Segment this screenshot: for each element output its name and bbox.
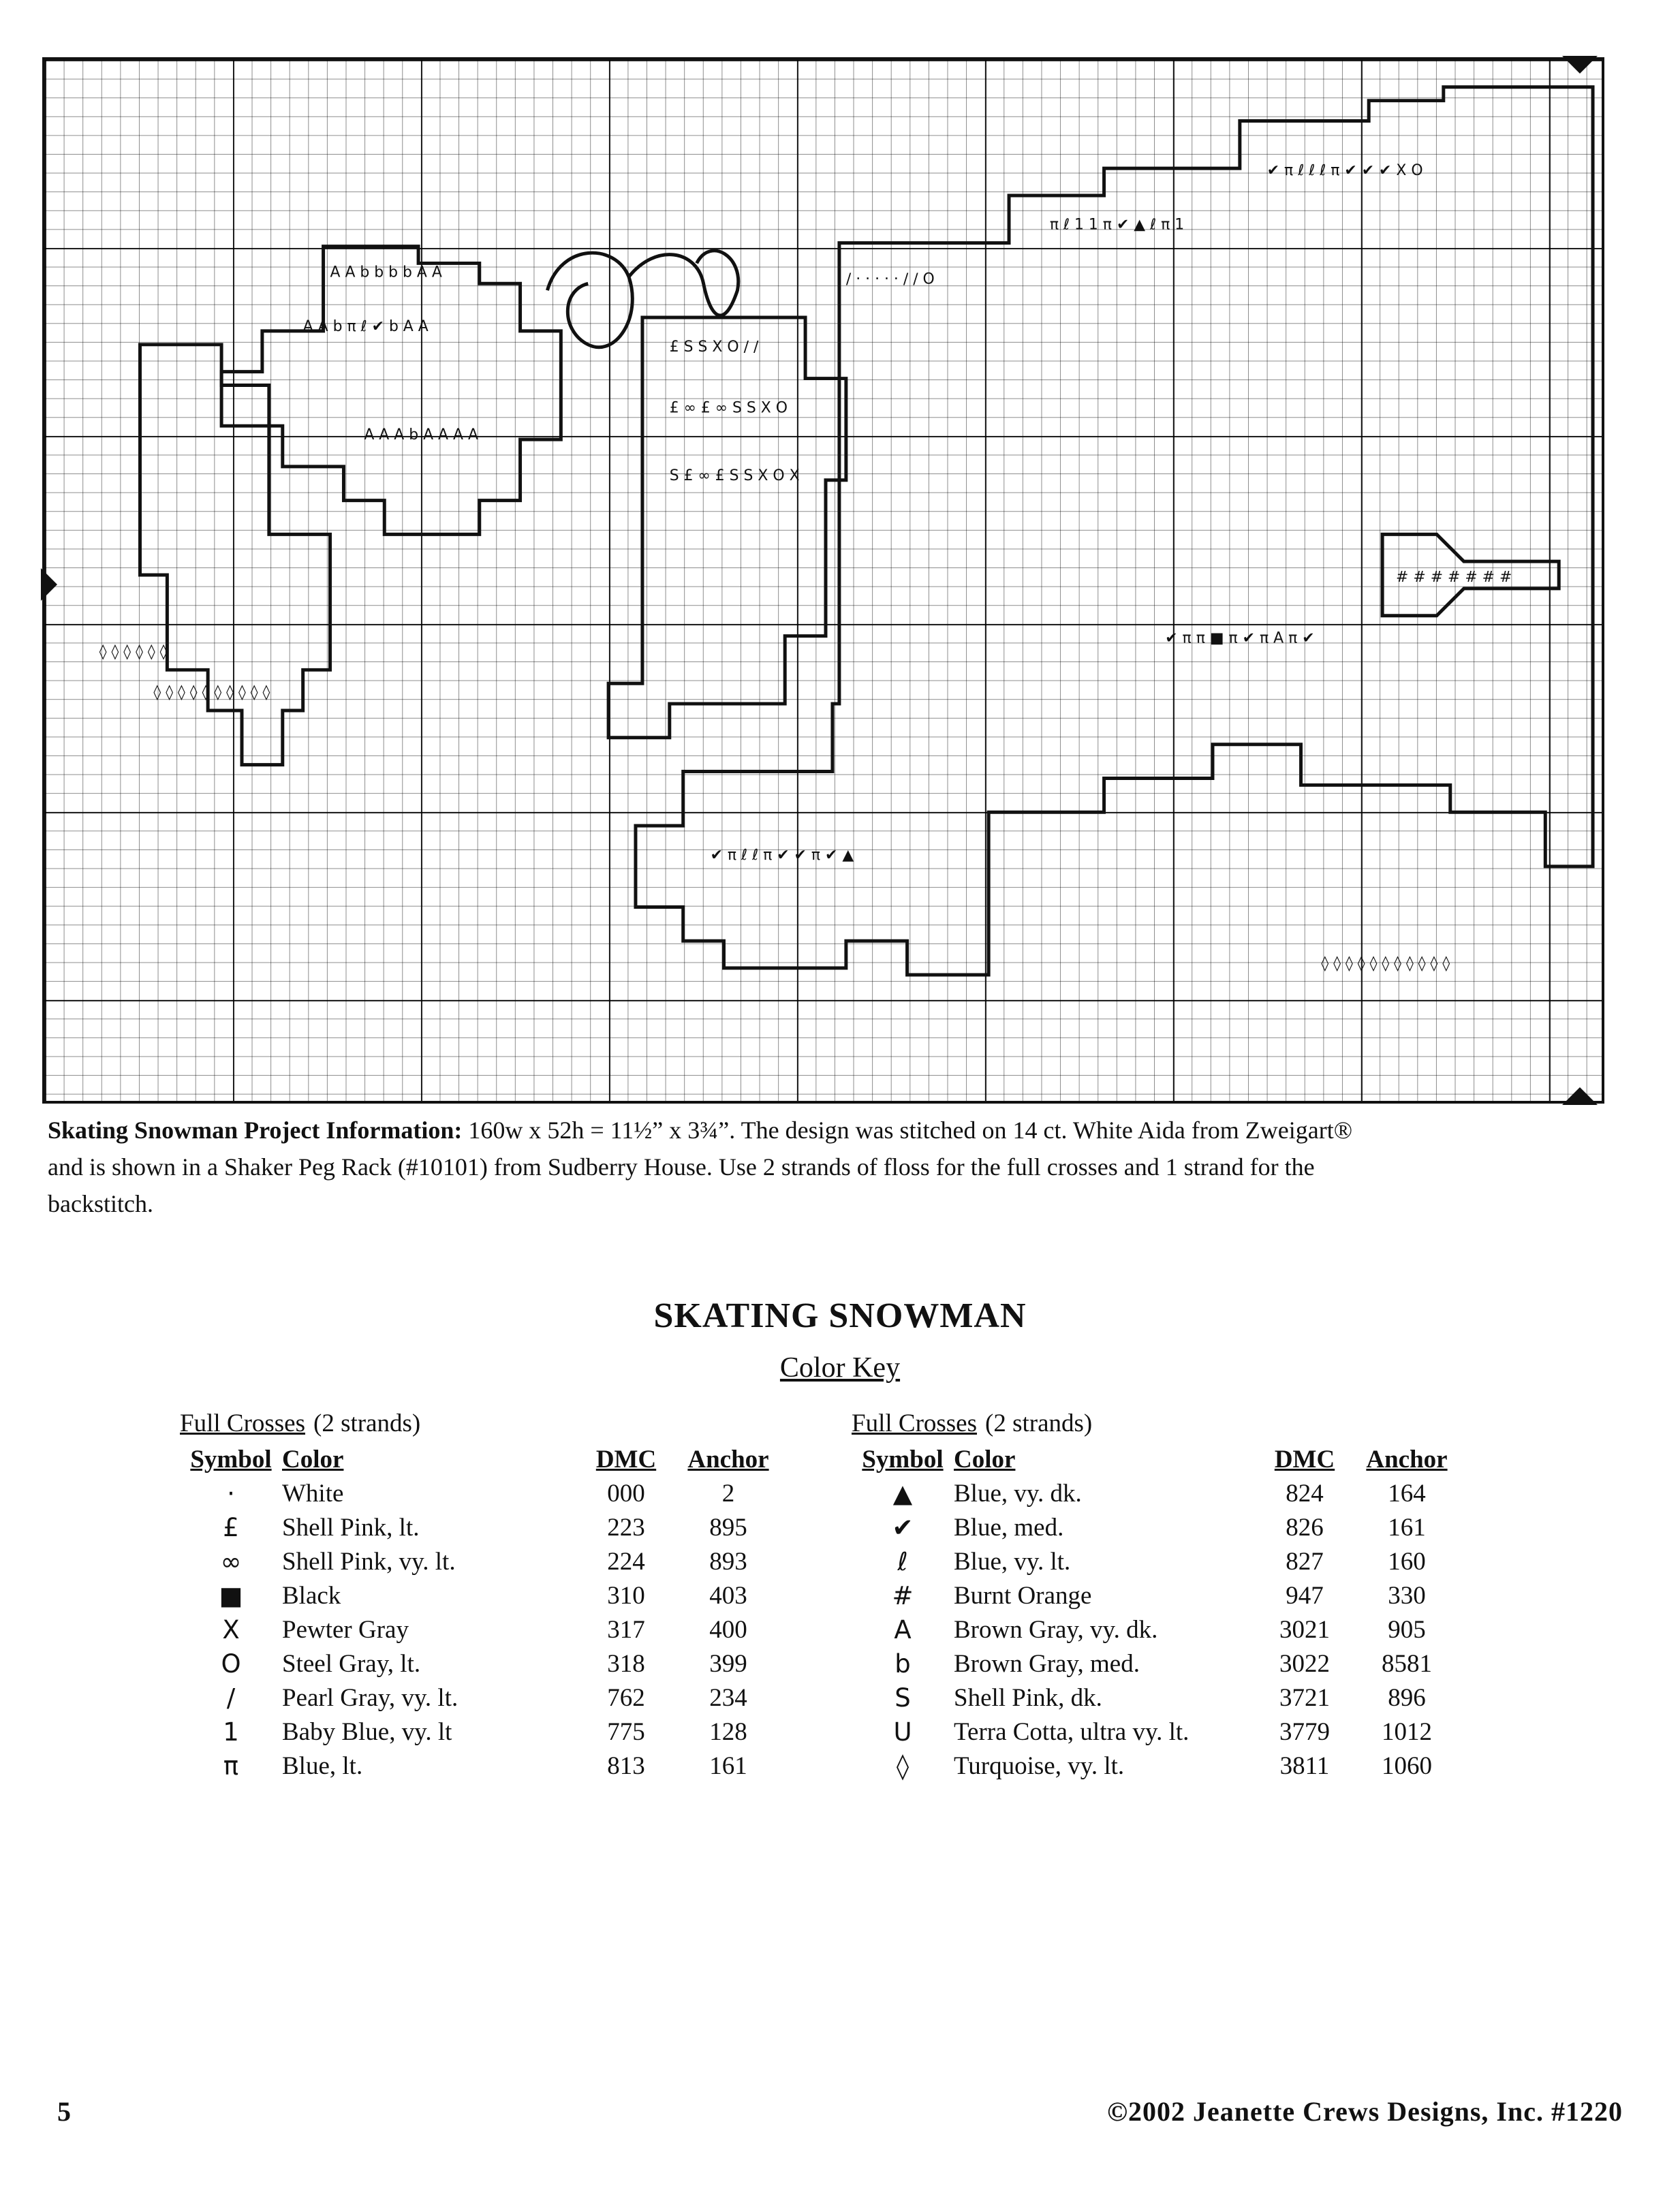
table-row	[180, 1544, 779, 1578]
anchor-cell: 330	[1388, 1581, 1426, 1610]
scarf-outline	[608, 317, 846, 738]
color-cell: Brown Gray, vy. dk.	[954, 1615, 1158, 1644]
chart-pattern	[45, 60, 1602, 1101]
color-key-left	[180, 1409, 807, 1783]
stitch-symbols-star: # # # # # # #	[1396, 569, 1512, 586]
page-title: SKATING SNOWMAN	[653, 1296, 1027, 1335]
color-cell: Shell Pink, dk.	[954, 1683, 1102, 1712]
dmc-cell: 317	[607, 1615, 645, 1644]
color-cell: Black	[282, 1581, 341, 1610]
color-cell: Blue, lt.	[282, 1751, 363, 1780]
symbol-cell: #	[892, 1580, 914, 1610]
cross-stitch-chart	[42, 57, 1604, 1104]
table-row	[180, 1578, 779, 1612]
color-key-table	[852, 1442, 1458, 1783]
project-info-heading: Skating Snowman Project Information:	[48, 1117, 463, 1144]
symbol-cell: π	[223, 1751, 239, 1781]
anchor-cell: 896	[1388, 1683, 1426, 1712]
anchor-cell: 400	[709, 1615, 747, 1644]
stitch-symbols-body-2: π ℓ 1 1 π ✔ ▲ ℓ π 1	[1049, 216, 1185, 234]
symbol-cell: ✔	[892, 1512, 914, 1542]
anchor-cell: 1012	[1382, 1717, 1432, 1746]
anchor-cell: 895	[709, 1513, 747, 1542]
symbol-cell: ▲	[892, 1478, 913, 1508]
dmc-cell: 3779	[1279, 1717, 1330, 1746]
color-cell: Pearl Gray, vy. lt.	[282, 1683, 458, 1712]
color-cell: White	[282, 1479, 344, 1508]
stitch-symbols-turquoise-3: ◊ ◊ ◊ ◊ ◊ ◊ ◊ ◊ ◊ ◊ ◊	[1321, 955, 1450, 973]
header-color: Color	[954, 1445, 1016, 1473]
table-row	[852, 1476, 1458, 1510]
table-row	[852, 1749, 1458, 1783]
anchor-cell: 161	[709, 1751, 747, 1780]
symbol-cell: ◊	[896, 1751, 909, 1781]
copyright-notice: ©2002 Jeanette Crews Designs, Inc. #1220	[1107, 2096, 1623, 2127]
header-dmc: DMC	[595, 1445, 657, 1473]
table-row	[180, 1612, 779, 1647]
anchor-cell: 905	[1388, 1615, 1426, 1644]
section-label: Full Crosses	[852, 1409, 978, 1437]
symbol-cell: £	[223, 1512, 239, 1542]
header-anchor: Anchor	[1366, 1445, 1448, 1473]
symbol-cell: ·	[227, 1478, 235, 1508]
color-cell: Turquoise, vy. lt.	[954, 1751, 1125, 1780]
table-row	[180, 1510, 779, 1544]
anchor-cell: 234	[709, 1683, 747, 1712]
anchor-cell: 399	[709, 1649, 747, 1678]
dmc-cell: 000	[607, 1479, 645, 1508]
color-cell: Pewter Gray	[282, 1615, 409, 1644]
symbol-cell: X	[222, 1615, 240, 1644]
anchor-cell: 161	[1388, 1513, 1426, 1542]
symbol-cell: ℓ	[897, 1546, 908, 1576]
anchor-cell: 2	[721, 1479, 735, 1508]
stitch-symbols-hat: A A b b b b A A	[330, 264, 442, 281]
dmc-cell: 310	[607, 1581, 645, 1610]
color-cell: Burnt Orange	[954, 1581, 1092, 1610]
table-row	[852, 1647, 1458, 1681]
color-cell: Shell Pink, lt.	[282, 1513, 420, 1542]
table-row	[180, 1476, 779, 1510]
anchor-cell: 403	[709, 1581, 747, 1610]
symbol-cell: b	[895, 1649, 911, 1679]
color-cell: Shell Pink, vy. lt.	[282, 1547, 456, 1576]
project-info-line2: and is shown in a Shaker Peg Rack (#10101) from Sudberry House. Use 2 strands of floss for the full crosses and 1 strand for the	[48, 1153, 1315, 1181]
project-info-line1: 160w x 52h = 11½” x 3¾”. The design was stitched on 14 ct. White Aida from Zweigart®	[462, 1117, 1353, 1144]
project-information	[48, 1112, 1581, 1222]
color-cell: Terra Cotta, ultra vy. lt.	[954, 1717, 1189, 1746]
dmc-cell: 813	[607, 1751, 645, 1780]
page-number: 5	[57, 2096, 71, 2127]
stitch-symbols-turquoise: ◊ ◊ ◊ ◊ ◊ ◊	[99, 643, 168, 661]
color-cell: Blue, med.	[954, 1513, 1064, 1542]
symbol-cell: ■	[219, 1580, 243, 1610]
anchor-cell: 1060	[1382, 1751, 1432, 1780]
stitch-symbols-scarf: £ S S X O ∕ ∕	[669, 338, 759, 356]
anchor-cell: 128	[709, 1717, 747, 1746]
stitch-symbols-scarf-3: S £ ∞ £ S S X O X	[669, 467, 800, 484]
dmc-cell: 775	[607, 1717, 645, 1746]
table-header-row	[180, 1442, 779, 1476]
color-cell: Baby Blue, vy. lt	[282, 1717, 452, 1746]
section-note: (2 strands)	[313, 1409, 421, 1437]
table-row	[180, 1749, 779, 1783]
header-color: Color	[282, 1445, 344, 1473]
stitch-symbols-hat-2: A A b π ℓ ✔ b A A	[302, 317, 429, 335]
dmc-cell: 3811	[1279, 1751, 1330, 1780]
symbol-cell: ∞	[220, 1546, 242, 1576]
stitch-symbols-body-3: ✔ π ℓ ℓ ℓ π ✔ ✔ ✔ X O	[1266, 162, 1423, 180]
table-header-row	[852, 1442, 1458, 1476]
table-row	[852, 1715, 1458, 1749]
dmc-cell: 762	[607, 1683, 645, 1712]
color-cell: Blue, vy. dk.	[954, 1479, 1082, 1508]
anchor-cell: 164	[1388, 1479, 1426, 1508]
dmc-cell: 3021	[1279, 1615, 1330, 1644]
stitch-symbols-scarf-2: £ ∞ £ ∞ S S X O	[669, 399, 788, 417]
table-row	[852, 1681, 1458, 1715]
anchor-cell: 160	[1388, 1547, 1426, 1576]
dmc-cell: 224	[607, 1547, 645, 1576]
header-symbol: Symbol	[862, 1445, 944, 1473]
symbol-cell: O	[221, 1649, 241, 1679]
stitch-symbols-turquoise-2: ◊ ◊ ◊ ◊ ◊ ◊ ◊ ◊ ◊ ◊	[153, 684, 270, 702]
dmc-cell: 947	[1286, 1581, 1324, 1610]
table-row	[852, 1544, 1458, 1578]
header-anchor: Anchor	[687, 1445, 769, 1473]
section-label: Full Crosses	[180, 1409, 306, 1437]
stitch-symbols-body-5: ✔ π ℓ ℓ π ✔ ✔ π ✔ ▲	[710, 846, 854, 864]
dmc-cell: 3721	[1279, 1683, 1330, 1712]
color-key-table	[180, 1442, 779, 1783]
symbol-cell: U	[893, 1717, 912, 1747]
stitch-symbols-body-4: ✔ π π ■ π ✔ π A π ✔	[1165, 629, 1315, 647]
stitch-symbols-body: ∕ · · · · · ∕ ∕ O	[845, 270, 935, 288]
table-row	[180, 1681, 779, 1715]
project-info-line3: backstitch.	[48, 1190, 153, 1217]
hat-outline	[221, 247, 561, 535]
symbol-cell: 1	[223, 1717, 239, 1747]
symbol-cell: ∕	[226, 1683, 236, 1713]
dmc-cell: 223	[607, 1513, 645, 1542]
header-dmc: DMC	[1274, 1445, 1335, 1473]
dmc-cell: 318	[607, 1649, 645, 1678]
color-cell: Blue, vy. lt.	[954, 1547, 1071, 1576]
table-row	[852, 1612, 1458, 1647]
dmc-cell: 826	[1286, 1513, 1324, 1542]
color-key-right	[852, 1409, 1506, 1783]
dmc-cell: 827	[1286, 1547, 1324, 1576]
header-symbol: Symbol	[190, 1445, 272, 1473]
anchor-cell: 8581	[1382, 1649, 1432, 1678]
dmc-cell: 3022	[1279, 1649, 1330, 1678]
symbol-cell: A	[894, 1615, 912, 1644]
color-cell: Steel Gray, lt.	[282, 1649, 421, 1678]
symbol-cell: S	[895, 1683, 911, 1713]
mitten-outline	[140, 345, 330, 765]
table-row	[852, 1578, 1458, 1612]
color-cell: Brown Gray, med.	[954, 1649, 1140, 1678]
table-row	[852, 1510, 1458, 1544]
table-row	[180, 1715, 779, 1749]
dmc-cell: 824	[1286, 1479, 1324, 1508]
stitch-symbols-hat-3: A A A b A A A A	[364, 426, 478, 444]
table-row	[180, 1647, 779, 1681]
page-subtitle: Color Key	[779, 1352, 901, 1384]
section-note: (2 strands)	[985, 1409, 1093, 1437]
anchor-cell: 893	[709, 1547, 747, 1576]
